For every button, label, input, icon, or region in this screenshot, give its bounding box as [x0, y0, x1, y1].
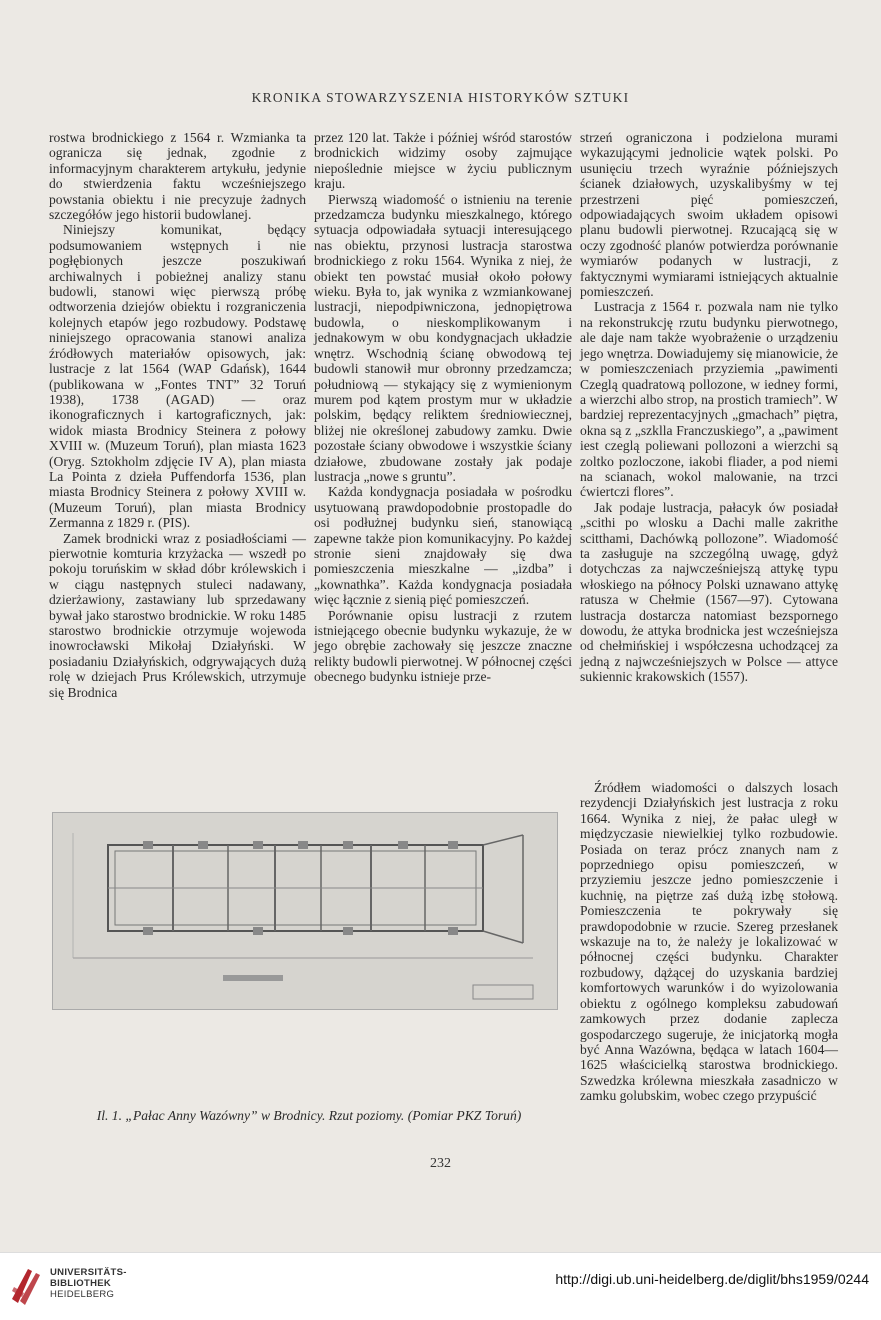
paragraph: strzeń ograniczona i podzielona murami wykazującymi jednolicie wątek polski. Po usunięciu trzech wyraźnie późniejszych ścianek działowych, uzyskalibyśmy w tej przestrzeni pięć pomieszczeń, odpowiadających swoim układem opisowi planu budowli pierwotnej. Rzucającą się w oczy zgodność planów potwierdza porównanie wymiarów podanych w lustracji, z faktycznymi wymiarami istniejących aktualnie pomieszczeń. [580, 130, 838, 300]
paragraph: Lustracja z 1564 r. pozwala nam nie tylko na rekonstrukcję rzutu budynku pierwotnego, ale daje nam także wyobrażenie o urządzeniu jego wnętrza. Dowiadujemy się mianowicie, że w pomieszczeniach przyziemia „pawimenti Czeglą quadratową pollozone, w iedney formi, a wierzchi albo strop, na prostich tramiech”. W bardziej reprezentacyjnych „gmachach” piętra, okna są z „szklla Franczuskiego”, a „pawiment iest czeglą poliewani pollozoni a wierzchi są zoltko pozloczone, iakobi fliader, a pod niemi na scianach, wokol malowanie, na trzci ćwiertczi flores”. [580, 299, 838, 500]
text-column-right-lower [580, 780, 838, 1104]
heidelberg-logo-icon [10, 1263, 42, 1307]
paragraph: Jak podaje lustracja, pałacyk ów posiadał „scithi po wlosku a Dachi malle zakrithe scitthami, Dachówką pollozone”. Wiadomość ta zasługuje na szczególną uwagę, gdyż dotychczas za najwcześniejszą attykę typu włoskiego na północy Polski uznawano attykę ratusza w Chełmie (1567—97). Cytowana lustracja dostarcza natomiast bezspornego dowodu, że attyka brodnicka jest wcześniejsza od chełmińskiej i współczesna uchodzącej za jedną z najwcześniejszych w Polsce — attyce sukiennic krakowskich (1557). [580, 499, 838, 685]
logo-line: UNIVERSITÄTS- [50, 1267, 127, 1278]
floor-plan-drawing [53, 813, 557, 1009]
text-column-middle [314, 130, 572, 685]
library-logo-text [50, 1267, 127, 1300]
figure-caption: Il. 1. „Pałac Anny Wazówny” w Brodnicy. Rzut poziomy. (Pomiar PKZ Toruń) [96, 1108, 522, 1123]
paragraph: Źródłem wiadomości o dalszych losach rezydencji Działyńskich jest lustracja z roku 1664. Wynika z niej, że pałac uległ w międzyczasie niewielkiej tylko rozbudowie. Posiada on teraz prócz znanych nam z poprzedniego opisu pomieszczeń, w przyziemiu jeszcze jedno pomieszczenie i kuchnię, na piętrze zaś dużą izbę stołową. Pomieszczenia te pokrywały się prawdopodobnie w rzucie. Szereg przesłanek wskazuje na to, że należy je lokalizować w północnej części budynku. Charakter rozbudowy, dążącej do uzyskania bardziej komfortowych warunków i do wyizolowania obiektu z ogólnego kompleksu zabudowań zamkowych przez dodanie zaplecza gospodarczego sugeruje, że inicjatorką mogła być Anna Wazówna, będąca w latach 1604—1625 właścicielką starostwa brodnickiego. Szwedzka królewna mieszkała zasadniczo w zamku golubskim, wobec czego przypuścić [580, 780, 838, 1104]
paragraph: rostwa brodnickiego z 1564 r. Wzmianka ta ogranicza się jednak, zgodnie z informacyjnym charakterem artykułu, jedynie do stwierdzenia faktu wcześniejszego powstania obiektu i nie precyzuje żadnych szczegółów jego historii budowlanej. [49, 130, 306, 223]
text-column-left [49, 130, 306, 700]
paragraph: Niniejszy komunikat, będący podsumowaniem wstępnych i nie pogłębionych jeszcze poszukiwań archiwalnych i pobieżnej analizy stanu budowli, stanowi więc pierwszą próbę odtworzenia dziejów obiektu i rozgraniczenia kolejnych etapów jego rozbudowy. Podstawę niniejszego opracowania stanowi analiza źródłowych materiałów opisowych, jak: lustracje z lat 1564 (WAP Gdańsk), 1644 (publikowana w „Fontes TNT” 32 Toruń 1938), 1738 (AGAD) — oraz ikonograficznych i kartograficznych, jak: widok miasta Brodnicy Steinera z połowy XVIII w. (Muzeum Toruń), plan miasta 1623 (Oryg. Sztokholm zdjęcie IV A), plan miasta La Pointa z dzieła Puffendorfa 1536, plan miasta Brodnicy Steinera z połowy XVIII w. (Muzeum Toruń), plan miasta Brodnicy Zermanna z 1829 r. (PIS). [49, 222, 306, 531]
text-column-right [580, 130, 838, 685]
paragraph: Porównanie opisu lustracji z rzutem istniejącego obecnie budynku wykazuje, że w jego obrębie zachowały się jeszcze znaczne relikty budowli pierwotnej. W północnej części obecnego budynku istnieje prze- [314, 607, 572, 685]
paragraph: Pierwszą wiadomość o istnieniu na terenie przedzamcza budynku mieszkalnego, którego sytuacja odpowiadała sytuacji interesującego nas obiektu, przynosi lustracja starostwa brodnickiego z roku 1564. Wynika z niej, że obiekt ten powstać musiał około połowy wieku. Była to, jak wynika z wzmiankowanej lustracji, niepodpiwniczona, jednopiętrowa budowla, o nieskomplikowanym i jednakowym w obu kondygnacjach układzie wnętrz. Wschodnią ścianę obwodową tej budowli stanowił mur obronny przedzamcza; południową — stykający się z wymienionym murem pod kątem prostym mur w układzie polskim, będący reliktem średniowiecznej, bliżej nie określonej zabudowy zamku. Dwie pozostałe ściany obwodowe i wszystkie ściany działowe, zbudowane zostały jak podaje lustracja „nowe s gruntu”. [314, 191, 572, 484]
paragraph: Zamek brodnicki wraz z posiadłościami — pierwotnie komturia krzyżacka — wszedł po pokoju toruńskim w skład dóbr królewskich i w ciągu następnych stuleci nadawany, dzierżawiony, zastawiany lub sprzedawany bywał jako starostwo brodnickie. W roku 1485 starostwo brodnickie otrzymuje wojewoda inowrocławski Mikołaj Działyński. W posiadaniu Działyńskich, odgrywających dużą rolę w dziejach Prus Królewskich, utrzymuje się Brodnica [49, 530, 306, 700]
logo-line: HEIDELBERG [50, 1289, 115, 1300]
floor-plan-figure [52, 812, 558, 1010]
paragraph: przez 120 lat. Także i później wśród starostów brodnickich widzimy osoby zajmujące niepoślednie miejsce w życiu publicznym kraju. [314, 130, 572, 192]
page-number: 232 [430, 1156, 451, 1171]
logo-line: BIBLIOTHEK [50, 1278, 112, 1289]
paragraph: Każda kondygnacja posiadała w pośrodku usytuowaną prawdopodobnie prostopadle do osi podłużnej budynku sień, stanowiącą zapewne także pion komunikacyjny. Po każdej stronie sieni znajdowały się dwa pomieszczenia mieszkalne — „izdba” i „kownathka”. Każda kondygnacja posiadała więc łącznie z sienią pięć pomieszczeń. [314, 484, 572, 608]
permalink-url[interactable]: http://digi.ub.uni-heidelberg.de/diglit/bhs1959/0244 [555, 1271, 869, 1287]
running-header: KRONIKA STOWARZYSZENIA HISTORYKÓW SZTUKI [251, 90, 630, 105]
viewer-footer [0, 1252, 881, 1320]
